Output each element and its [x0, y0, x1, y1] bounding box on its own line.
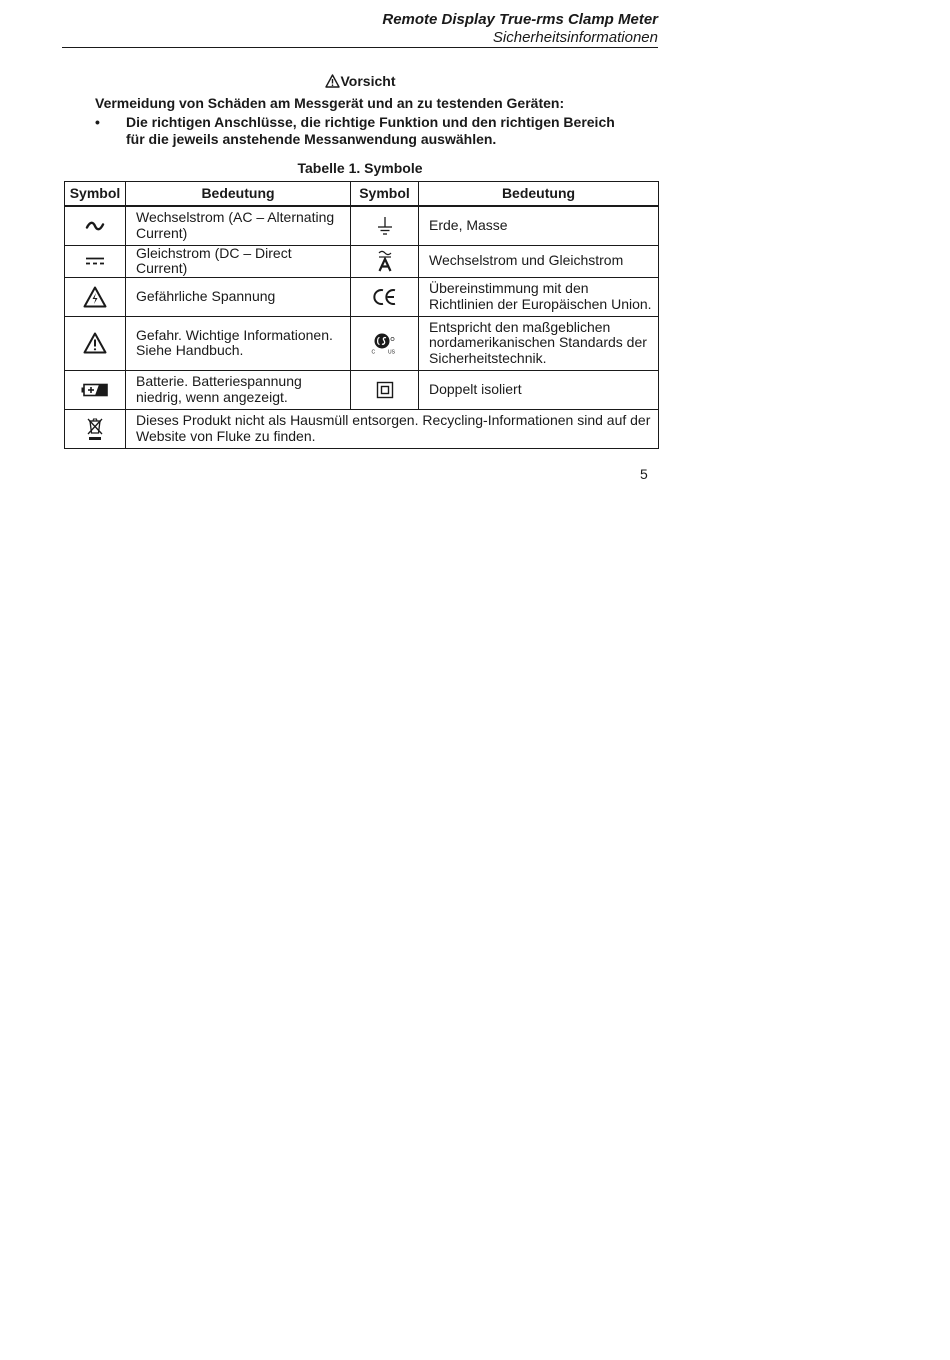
- meaning-cell: Batterie. Batteriespannung niedrig, wenn angezeigt.: [126, 370, 351, 409]
- svg-text:C: C: [371, 349, 375, 355]
- meaning-cell: Übereinstimmung mit den Richtlinien der Europäischen Union.: [419, 277, 659, 316]
- svg-text:US: US: [387, 349, 395, 355]
- ac-dc-current-icon: [377, 250, 393, 272]
- caution-heading: [62, 73, 658, 90]
- csa-mark-icon: [370, 331, 400, 355]
- meaning-cell: Doppelt isoliert: [419, 370, 659, 409]
- symbol-cell: [65, 277, 126, 316]
- table-row: [65, 409, 659, 448]
- caution-intro: Vermeidung von Schäden am Messgerät und an zu testenden Geräten:: [95, 95, 565, 111]
- table-caption: Tabelle 1. Symbole: [297, 160, 423, 176]
- page-number: 5: [640, 466, 648, 482]
- meaning-cell: Gleichstrom (DC – Direct Current): [126, 245, 351, 277]
- meaning-cell: Dieses Produkt nicht als Hausmüll entsorgen. Recycling-Informationen sind auf der Website von Fluke zu finden.: [126, 409, 659, 448]
- meaning-cell: Wechselstrom (AC – Alternating Current): [126, 206, 351, 245]
- warning-icon: [83, 332, 107, 354]
- caution-bullet: Die richtigen Anschlüsse, die richtige Funktion und den richtigen Bereich für die jeweils anstehende Messanwendung auswählen.: [126, 114, 615, 147]
- meaning-cell: Entspricht den maßgeblichen nordamerikanischen Standards der Sicherheitstechnik.: [419, 316, 659, 370]
- symbol-cell: [65, 409, 126, 448]
- column-header: Bedeutung: [126, 182, 351, 207]
- symbol-cell: [65, 245, 126, 277]
- meaning-cell: Wechselstrom und Gleichstrom: [419, 245, 659, 277]
- symbol-cell: [351, 277, 419, 316]
- meaning-cell: Erde, Masse: [419, 206, 659, 245]
- dc-icon: [85, 256, 105, 266]
- column-header: Bedeutung: [419, 182, 659, 207]
- column-header: Symbol: [65, 182, 126, 207]
- weee-icon: [86, 417, 104, 441]
- symbol-cell: [351, 370, 419, 409]
- column-header: Symbol: [351, 182, 419, 207]
- symbol-cell: [351, 206, 419, 245]
- double-insulation-icon: [376, 381, 394, 399]
- symbol-cell: [65, 206, 126, 245]
- meaning-cell: Gefährliche Spannung: [126, 277, 351, 316]
- section-title: Sicherheitsinformationen: [492, 29, 658, 46]
- symbol-cell: [351, 245, 419, 277]
- battery-low-icon: [81, 383, 109, 397]
- symbol-cell: [65, 370, 126, 409]
- table-row: [65, 277, 659, 316]
- warning-icon: [325, 74, 340, 88]
- caution-heading-text: Vorsicht: [340, 73, 396, 89]
- manual-title: Remote Display True-rms Clamp Meter: [382, 11, 658, 28]
- table-row: [65, 206, 659, 245]
- symbol-cell: [65, 316, 126, 370]
- bullet-mark: •: [95, 114, 100, 130]
- symbol-cell: [351, 316, 419, 370]
- table-row: [65, 316, 659, 370]
- symbols-table: [64, 181, 659, 449]
- meaning-cell: Gefahr. Wichtige Informationen. Siehe Handbuch.: [126, 316, 351, 370]
- ce-mark-icon: [372, 288, 398, 306]
- table-header-row: [65, 182, 659, 207]
- table-row: [65, 370, 659, 409]
- page-header: [62, 8, 658, 48]
- ac-icon: [85, 220, 105, 232]
- ground-icon: [376, 216, 394, 236]
- table-row: [65, 245, 659, 277]
- hazardous-voltage-icon: [83, 286, 107, 308]
